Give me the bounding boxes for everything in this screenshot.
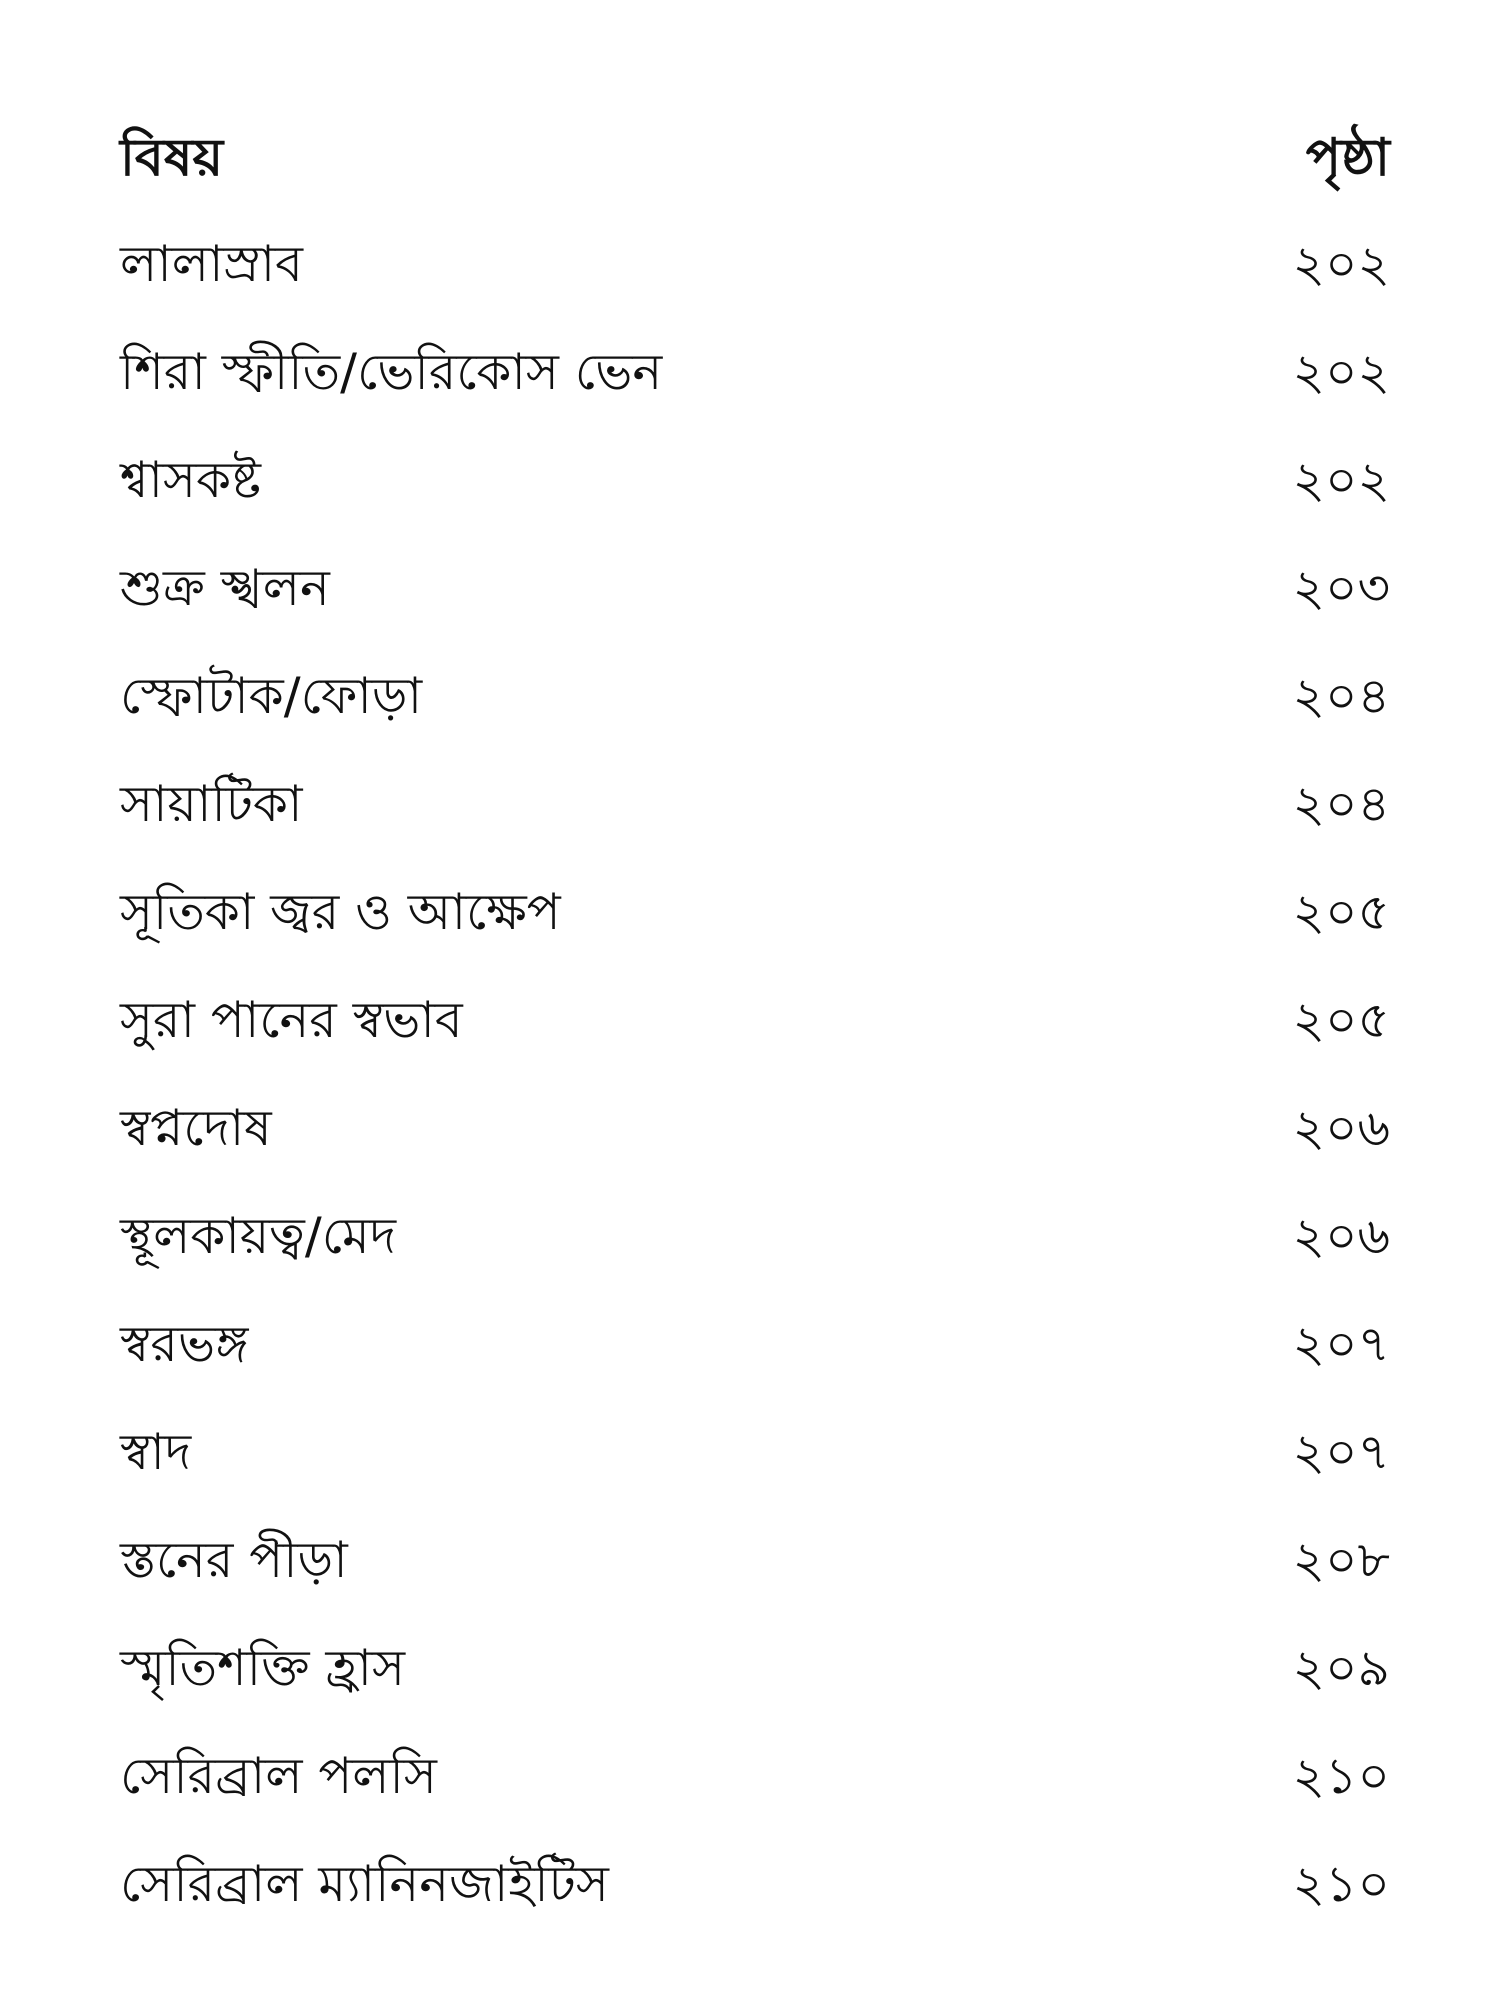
entry-page: ২০৬ xyxy=(1292,1207,1390,1265)
toc-entry xyxy=(120,1290,1390,1398)
table-of-contents xyxy=(120,105,1390,1938)
subject-column-heading: বিষয় xyxy=(120,127,224,188)
toc-entry xyxy=(120,1398,1390,1506)
entry-subject: সূতিকা জ্বর ও আক্ষেপ xyxy=(120,883,561,941)
toc-entry xyxy=(120,210,1390,318)
entry-page: ২০৯ xyxy=(1292,1639,1390,1697)
entry-page: ২০৭ xyxy=(1292,1315,1390,1373)
entry-subject: সায়াটিকা xyxy=(120,775,303,833)
toc-entry xyxy=(120,642,1390,750)
entry-subject: সেরিব্রাল পলসি xyxy=(120,1747,437,1805)
entry-subject: শুক্র স্খলন xyxy=(120,559,330,617)
entry-subject: শিরা স্ফীতি/ভেরিকোস ভেন xyxy=(120,343,663,401)
entry-subject: স্বাদ xyxy=(120,1423,192,1481)
entry-page: ২০৩ xyxy=(1292,559,1390,617)
entry-page: ২০২ xyxy=(1292,451,1390,509)
toc-entry xyxy=(120,1614,1390,1722)
toc-entry xyxy=(120,858,1390,966)
entry-subject: স্থূলকায়ত্ব/মেদ xyxy=(120,1207,397,1265)
toc-entry xyxy=(120,966,1390,1074)
toc-entry xyxy=(120,1074,1390,1182)
toc-entry xyxy=(120,1722,1390,1830)
entry-subject: স্ফোটাক/ফোড়া xyxy=(120,667,423,725)
toc-entry xyxy=(120,750,1390,858)
entry-page: ২০৭ xyxy=(1292,1423,1390,1481)
entry-page: ২০২ xyxy=(1292,343,1390,401)
toc-entry xyxy=(120,534,1390,642)
toc-entry xyxy=(120,1506,1390,1614)
entry-subject: স্তনের পীড়া xyxy=(120,1531,348,1589)
entry-subject: স্বরভঙ্গ xyxy=(120,1315,249,1373)
entry-subject: শ্বাসকষ্ট xyxy=(120,451,262,509)
entry-page: ২০৪ xyxy=(1292,775,1390,833)
entry-page: ২০৬ xyxy=(1292,1099,1390,1157)
entry-subject: স্বপ্নদোষ xyxy=(120,1099,272,1157)
entry-page: ২০৫ xyxy=(1292,991,1390,1049)
toc-entry xyxy=(120,426,1390,534)
toc-entry xyxy=(120,318,1390,426)
entry-page: ২০৫ xyxy=(1292,883,1390,941)
toc-entry xyxy=(120,1830,1390,1938)
entry-page: ২১০ xyxy=(1292,1747,1390,1805)
entry-page: ২১০ xyxy=(1292,1855,1390,1913)
entry-page: ২০২ xyxy=(1292,235,1390,293)
entry-subject: সেরিব্রাল ম্যানিনজাইটিস xyxy=(120,1855,609,1913)
entry-subject: সুরা পানের স্বভাব xyxy=(120,991,463,1049)
entry-page: ২০৪ xyxy=(1292,667,1390,725)
page-column-heading: পৃষ্ঠা xyxy=(1305,127,1390,188)
toc-header xyxy=(120,105,1390,210)
entry-page: ২০৮ xyxy=(1292,1531,1390,1589)
toc-entry xyxy=(120,1182,1390,1290)
entry-subject: স্মৃতিশক্তি হ্রাস xyxy=(120,1639,406,1697)
entry-subject: লালাস্রাব xyxy=(120,235,303,293)
